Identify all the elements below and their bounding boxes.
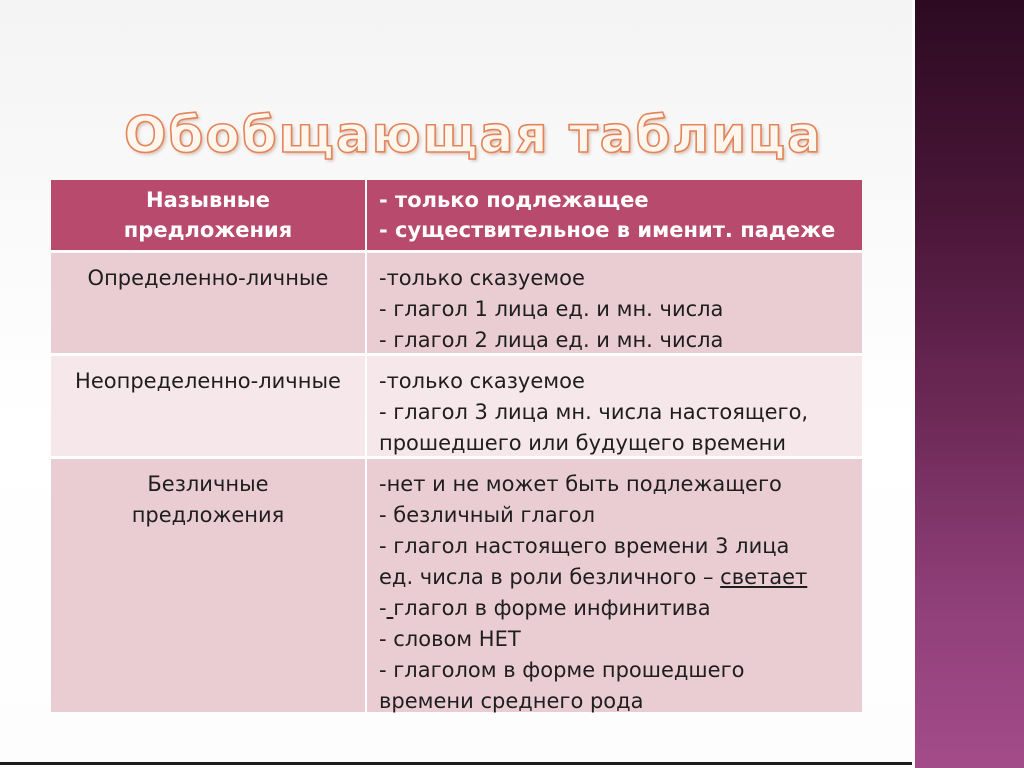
table-cell-features (367, 180, 862, 250)
cell-line: предложения (123, 218, 293, 242)
cell-text: глагол в форме инфинитива (393, 596, 711, 620)
cell-line: - словом НЕТ (379, 627, 521, 651)
cell-line: -нет и не может быть подлежащего (379, 472, 782, 496)
cell-line: -только сказуемое (379, 266, 585, 290)
cell-line: Определенно-личные (87, 266, 329, 290)
table-cell-features (367, 253, 862, 353)
cell-line (379, 593, 856, 624)
table-cell-type (51, 459, 365, 712)
cell-line: - существительное в именит. падеже (379, 218, 836, 242)
cell-line: прошедшего или будущего времени (379, 431, 786, 455)
table-cell-type (51, 253, 365, 353)
decorative-side-band (912, 0, 1024, 768)
table-row (51, 356, 862, 456)
cell-line (379, 562, 856, 593)
example-word: светает (720, 565, 808, 589)
cell-line: Безличные (147, 472, 269, 496)
cell-text: - (379, 596, 387, 620)
cell-line: Назывные (146, 188, 270, 212)
cell-line: Неопределенно-личные (75, 369, 341, 393)
cell-line: -только сказуемое (379, 369, 585, 393)
table-cell-type (51, 180, 365, 250)
slide-title: Обобщающая таблица (124, 106, 823, 164)
cell-line: - глаголом в форме прошедшего (379, 658, 745, 682)
table-row (51, 459, 862, 712)
cell-line: - только подлежащее (379, 188, 649, 212)
table-cell-features (367, 356, 862, 456)
table-cell-features (367, 459, 862, 712)
table-row (51, 180, 862, 250)
cell-line: - безличный глагол (379, 503, 596, 527)
table-row (51, 253, 862, 353)
cell-text: ед. числа в роли безличного – (379, 565, 721, 589)
cell-line: - глагол настоящего времени 3 лица (379, 534, 790, 558)
bottom-divider (0, 762, 912, 765)
cell-line: - глагол 3 лица мн. числа настоящего, (379, 400, 809, 424)
cell-line: - глагол 1 лица ед. и мн. числа (379, 297, 724, 321)
cell-line: - глагол 2 лица ед. и мн. числа (379, 328, 724, 352)
cell-line: предложения (131, 503, 285, 527)
cell-line: времени среднего рода (379, 689, 644, 713)
table-cell-type (51, 356, 365, 456)
